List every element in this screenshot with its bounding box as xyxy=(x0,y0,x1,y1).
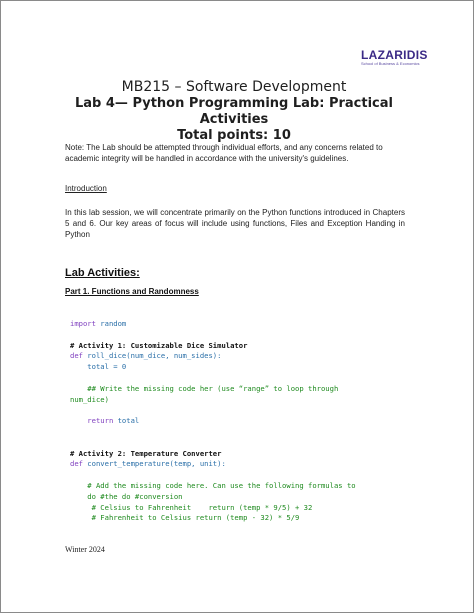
code-comment: # Add the missing code here. Can use the following formulas to xyxy=(70,480,356,490)
code-line xyxy=(70,405,356,416)
lab-activities-heading: Lab Activities: xyxy=(65,267,140,279)
lab-title: Lab 4— Python Programming Lab: Practical Activities xyxy=(75,96,393,127)
part1-heading: Part 1. Functions and Randomness xyxy=(65,287,199,296)
code-comment: do #the do #conversion xyxy=(70,491,183,501)
total-points: Total points: 10 xyxy=(177,128,291,143)
code-line: def convert_temperature(temp, unit): xyxy=(70,459,226,469)
code-line xyxy=(70,373,356,384)
university-logo xyxy=(361,49,433,67)
document-header xyxy=(64,79,404,144)
code-block xyxy=(70,319,356,524)
introduction-text: In this lab session, we will concentrate primarily on the Python functions introduced in Chapters 5 and 6. Our key areas of focus will include using functions, Files and Exception Handing in Python xyxy=(65,208,405,239)
logo-subtitle: School of Business & Economics xyxy=(361,61,420,66)
code-line: total = 0 xyxy=(70,362,127,372)
code-line xyxy=(70,470,356,481)
code-line: return total xyxy=(70,416,140,426)
introduction-heading: Introduction xyxy=(65,184,107,193)
code-comment: # Fahrenheit to Celsius return (temp - 32) * 5/9 xyxy=(70,513,300,523)
integrity-note: Note: The Lab should be attempted through individual efforts, and any concerns related to academic integrity will be handled in accordance with the university's guidelines. xyxy=(65,143,383,163)
footer-term: Winter 2024 xyxy=(65,545,105,554)
code-line: import random xyxy=(70,319,127,328)
course-title: MB215 – Software Development xyxy=(121,79,347,95)
code-line xyxy=(70,438,356,449)
code-comment: ## Write the missing code her (use “range” to loop through xyxy=(70,383,339,393)
logo-wordmark: LAZARIDIS xyxy=(361,48,428,62)
code-comment: # Activity 2: Temperature Converter xyxy=(70,448,222,458)
code-comment: num_dice) xyxy=(70,394,109,404)
code-line: def roll_dice(num_dice, num_sides): xyxy=(70,351,222,361)
code-line xyxy=(70,330,356,341)
code-comment: # Activity 1: Customizable Dice Simulator xyxy=(70,340,248,350)
code-line xyxy=(70,427,356,438)
code-comment: # Celsius to Fahrenheit return (temp * 9/5) + 32 xyxy=(70,502,313,512)
